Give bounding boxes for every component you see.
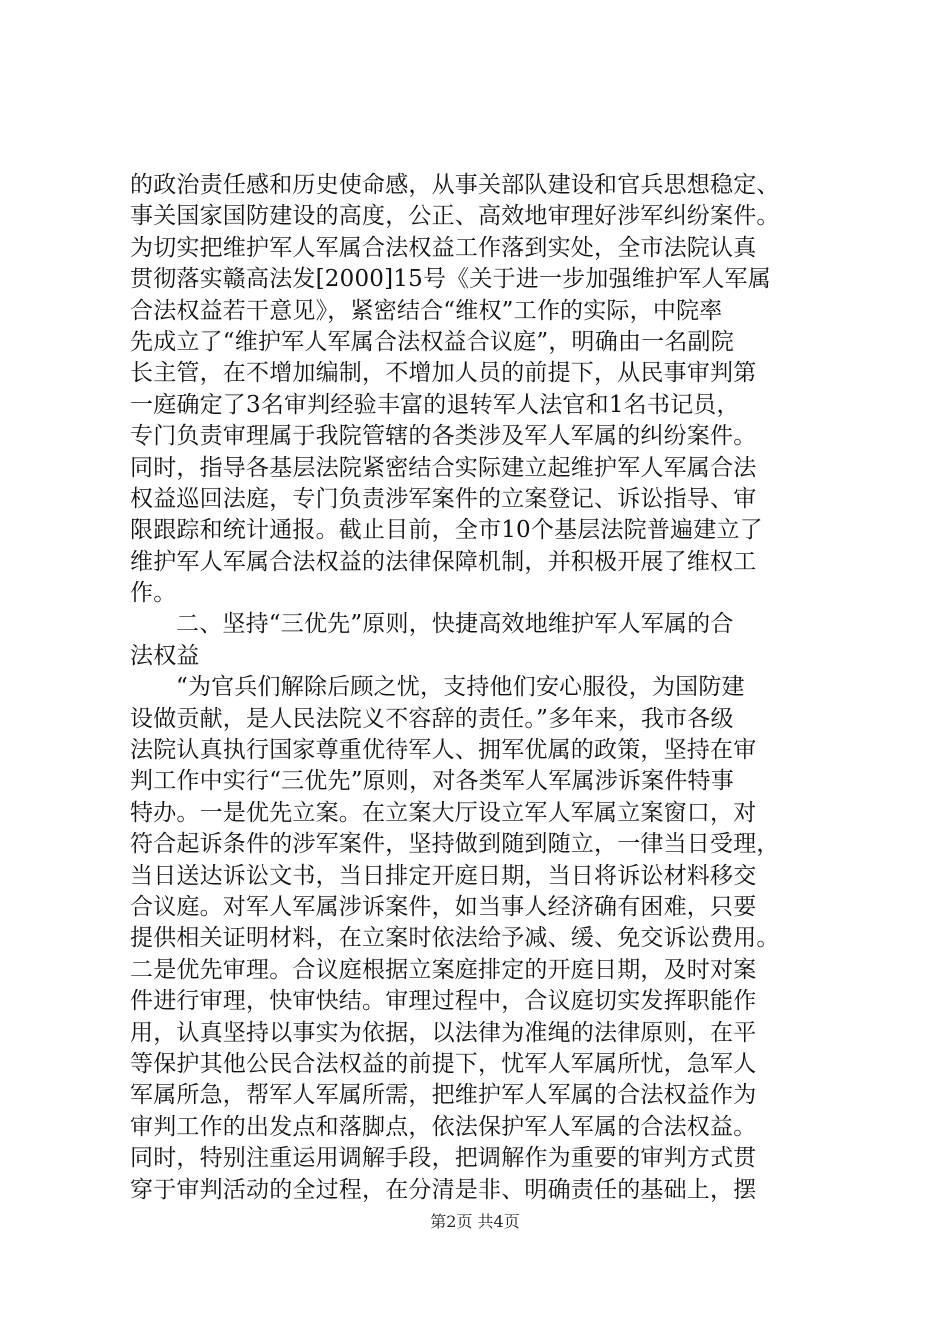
- text-line: 法院认真执行国家尊重优待军人、拥军优属的政策，坚持在审: [130, 737, 757, 764]
- body-text: [130, 170, 830, 1206]
- text-line: 二是优先审理。合议庭根据立案庭排定的开庭日期，及时对案: [130, 956, 757, 983]
- text-line: 审判工作的出发点和落脚点，依法保护军人军属的合法权益。: [130, 1113, 757, 1140]
- text-line: 等保护其他公民合法权益的前提下，忧军人军属所忧，急军人: [130, 1050, 757, 1077]
- text-line: 限跟踪和统计通报。截止目前，全市10个基层法院普遍建立了: [130, 517, 763, 544]
- text-line: 当日送达诉讼文书，当日排定开庭日期，当日将诉讼材料移交: [130, 862, 757, 889]
- section-heading-line: 二、坚持“三优先”原则，快捷高效地维护军人军属的合: [176, 611, 734, 638]
- text-line: 事关国家国防建设的高度，公正、高效地审理好涉军纠纷案件。: [130, 203, 780, 230]
- text-line: 设做贡献，是人民法院义不容辞的责任。”多年来，我市各级: [130, 705, 734, 732]
- section-heading-line: 法权益: [130, 642, 200, 669]
- text-line: 为切实把维护军人军属合法权益工作落到实处，全市法院认真: [130, 234, 757, 261]
- text-line: 用，认真坚持以事实为依据，以法律为准绳的法律原则，在平: [130, 1019, 757, 1046]
- text-line: 判工作中实行“三优先”原则，对各类军人军属涉诉案件特事: [130, 768, 734, 795]
- text-line: 特办。一是优先立案。在立案大厅设立军人军属立案窗口，对: [130, 799, 757, 826]
- text-line: 提供相关证明材料，在立案时依法给予减、缓、免交诉讼费用。: [130, 925, 780, 952]
- text-line: 先成立了“维护军人军属合法权益合议庭”，明确由一名副院: [130, 328, 734, 355]
- text-line: 的政治责任感和历史使命感，从事关部队建设和官兵思想稳定、: [130, 172, 780, 198]
- text-line: 作。: [130, 580, 177, 607]
- text-line: 同时，特别注重运用调解手段，把调解作为重要的审判方式贯: [130, 1145, 757, 1172]
- text-line: “为官兵们解除后顾之忧，支持他们安心服役，为国防建: [176, 674, 745, 701]
- text-line: 符合起诉条件的涉军案件，坚持做到随到随立，一律当日受理，: [130, 831, 780, 858]
- text-line: 长主管，在不增加编制，不增加人员的前提下，从民事审判第: [130, 360, 757, 387]
- text-line: 合议庭。对军人军属涉诉案件，如当事人经济确有困难，只要: [130, 893, 757, 920]
- text-line: 同时，指导各基层法院紧密结合实际建立起维护军人军属合法: [130, 454, 757, 481]
- text-line: 贯彻落实赣高法发[2000]15号《关于进一步加强维护军人军属: [130, 266, 771, 293]
- text-line: 军属所急，帮军人军属所需，把维护军人军属的合法权益作为: [130, 1082, 757, 1109]
- text-line: 一庭确定了3名审判经验丰富的退转军人法官和1名书记员，: [130, 391, 740, 418]
- text-line: 维护军人军属合法权益的法律保障机制，并积极开展了维权工: [130, 548, 757, 575]
- page-number-footer: 第2页 共4页: [430, 1212, 520, 1231]
- text-line: 权益巡回法庭，专门负责涉军案件的立案登记、诉讼指导、审: [130, 485, 757, 512]
- text-line: 件进行审理，快审快结。审理过程中，合议庭切实发挥职能作: [130, 988, 757, 1015]
- text-line: 专门负责审理属于我院管辖的各类涉及军人军属的纠纷案件。: [130, 423, 757, 450]
- text-line: 穿于审判活动的全过程，在分清是非、明确责任的基础上，摆: [130, 1176, 757, 1203]
- text-line: 合法权益若干意见》，紧密结合“维权”工作的实际，中院率: [130, 297, 723, 324]
